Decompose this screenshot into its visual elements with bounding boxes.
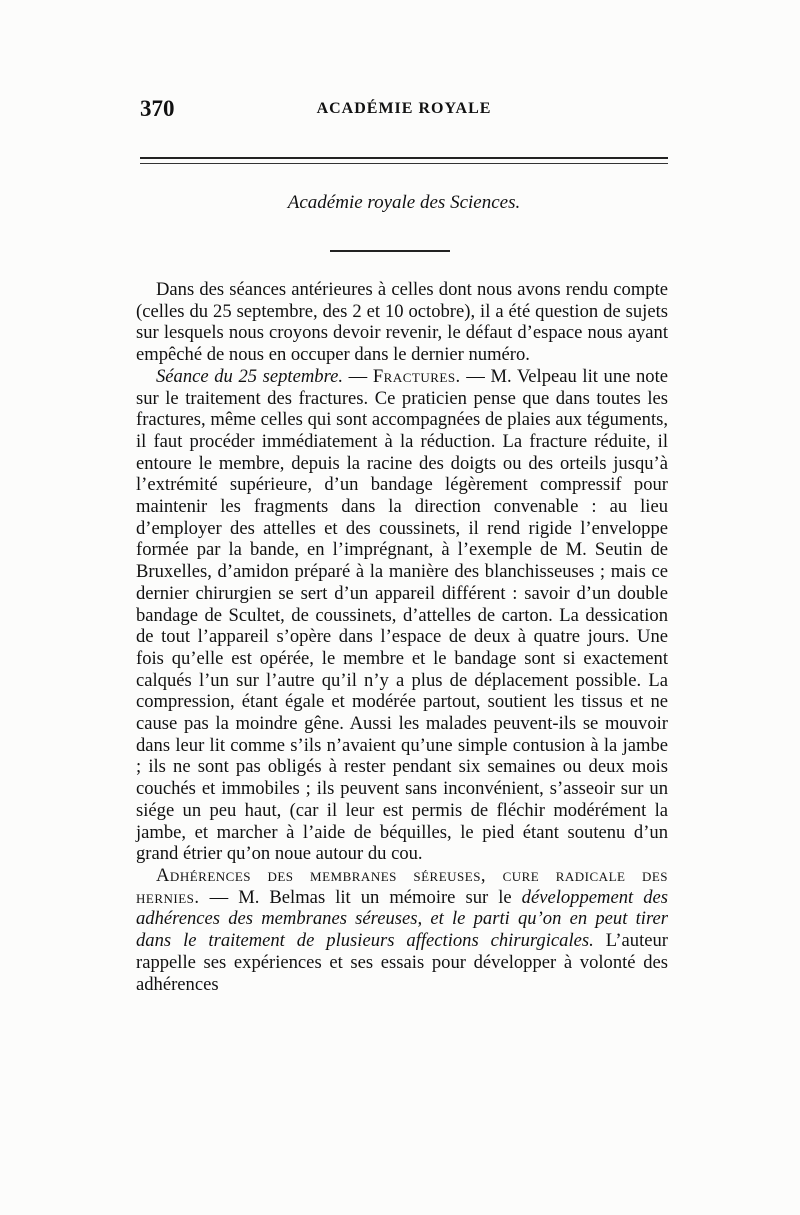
adherences-text-a: — M. Belmas lit un mémoire sur le	[199, 886, 522, 908]
fractures-heading: Fractures.	[372, 365, 461, 387]
memoir-title: développement des adhérences des membranes séreuses, et le parti qu’on en peut tirer dans le traitement de plusieurs affections chirurgicales.	[136, 886, 668, 952]
page-number: 370	[140, 96, 175, 121]
header-double-rule	[140, 157, 668, 164]
body-text	[136, 279, 668, 995]
fractures-paragraph	[136, 366, 668, 865]
intro-paragraph: Dans des séances antérieures à celles dont nous avons rendu compte (celles du 25 septembre, des 2 et 10 octobre), il a été question de sujets sur lesquels nous croyons devoir revenir, le défaut d’espace nous ayant empêché de nous en occuper dans le dernier numéro.	[136, 279, 668, 366]
adherences-heading: Adhérences des membranes séreuses, cure radicale des hernies.	[136, 864, 668, 908]
adherences-text-b: L’auteur rappelle ses expériences et ses essais pour développer à volonté des adhérences	[136, 930, 668, 995]
fractures-text: — M. Velpeau lit une note sur le traitement des fractures. Ce praticien pense que dans toutes les fractures, même celles qui sont accompagnées de plaies aux téguments, il faut procéder immédiatement à la réduction. La fracture réduite, il entoure le membre, depuis la racine des doigts ou des orteils jusqu’à l’extrémité supérieure, d’un bandage légèrement compressif pour maintenir les fragments dans la direction convenable : au lieu d’employer des attelles et des coussinets, il rend rigide l’enveloppe formée par la bande, en l’imprégnant, à l’exemple de M. Seutin de Bruxelles, d’amidon préparé à la manière des blanchisseuses ; mais ce dernier chirurgien se sert d’un appareil différent : savoir d’un double bandage de Scultet, de coussinets, d’attelles de carton. La dessication de tout l’appareil s’opère dans l’espace de deux à quatre jours. Une fois qu’elle est opérée, le membre et le bandage sont si exactement calqués l’un sur l’autre qu’il n’y a plus de déplacement possible. La compression, étant égale et modérée partout, soutient les tissus et ne cause pas la moindre gêne. Aussi les malades peuvent-ils se mouvoir dans leur lit comme s’ils n’avaient qu’une simple contusion à la jambe ; ils ne sont pas obligés à rester pendant six semaines ou deux mois couchés et immobiles ; ils peuvent sans inconvénient, s’asseoir sur un siége un peu haut, (car il leur est permis de fléchir modérément la jambe, et marcher à l’aide de béquilles, le pied étant soutenu d’un grand étrier qu’on noue autour du cou.	[136, 365, 668, 865]
page-header	[140, 96, 668, 132]
adherences-paragraph	[136, 865, 668, 995]
session-date: Séance du 25 septembre.	[156, 365, 344, 387]
dash: —	[343, 365, 373, 387]
section-title: Académie royale des Sciences.	[287, 192, 521, 213]
title-separator-rule	[330, 250, 450, 252]
running-head: ACADÉMIE ROYALE	[316, 100, 492, 117]
